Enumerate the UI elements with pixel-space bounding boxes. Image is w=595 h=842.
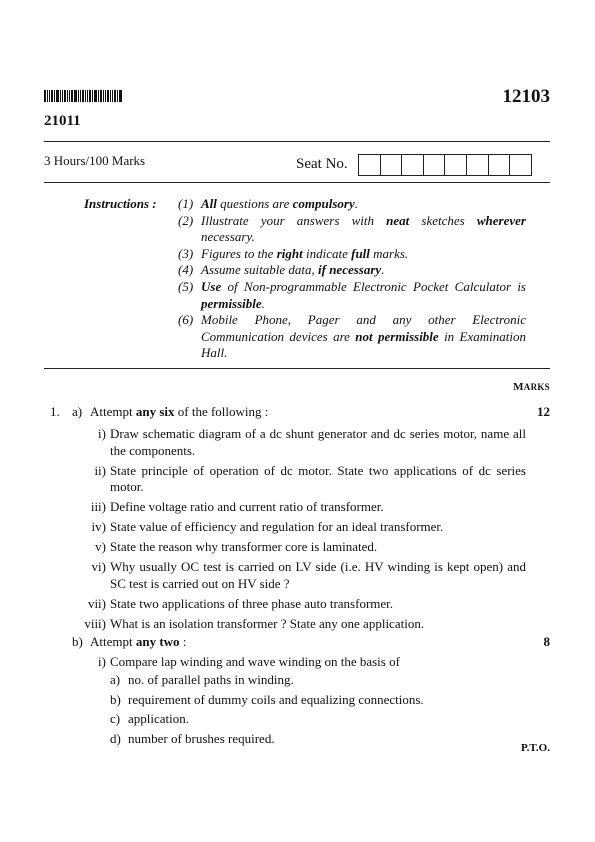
instruction-text: Mobile Phone, Pager and any other Electronic Communication devices are not permissible in Examination Hall.	[201, 312, 526, 361]
seat-number-box[interactable]	[423, 154, 446, 176]
q1a-item	[80, 519, 526, 536]
question-number: 1.	[50, 404, 60, 419]
instruction-text: Figures to the right indicate full marks.	[201, 245, 409, 261]
q1a-item	[80, 616, 526, 633]
instruction-item	[178, 262, 526, 279]
q1b-subitem	[110, 692, 530, 709]
q1b-label: b)	[72, 634, 83, 649]
q1a-pre: Attempt	[90, 404, 136, 419]
instructions-list	[178, 196, 526, 362]
q1a-item-numeral: viii)	[84, 615, 106, 631]
instruction-number: (4)	[178, 262, 194, 278]
q1a-item	[80, 596, 526, 613]
q1a-marks: 12	[537, 404, 550, 419]
q1b-subitem-letter: a)	[110, 672, 121, 687]
barcode-bar	[54, 90, 55, 102]
instruction-number: (6)	[178, 312, 194, 328]
q1a-item-text: State two applications of three phase auto transformer.	[110, 595, 394, 611]
barcode-bar	[69, 90, 70, 102]
q1a-item-text: Define voltage ratio and current ratio of transformer.	[110, 499, 384, 514]
q1b-subitem-letter: b)	[110, 691, 121, 707]
seat-number-box[interactable]	[380, 154, 403, 176]
barcode-bar	[92, 90, 93, 102]
q1a-label: a)	[72, 404, 83, 419]
barcode-bar	[78, 90, 79, 102]
pto-note: P.T.O.	[520, 742, 550, 754]
q1a-item-numeral: ii)	[94, 462, 106, 478]
instruction-item	[178, 196, 526, 213]
barcode-bar	[87, 90, 88, 102]
barcode-bar	[112, 90, 113, 102]
q1a-item	[80, 426, 526, 459]
q1b-item-i-numeral: i)	[98, 654, 106, 669]
barcode-bar	[89, 90, 91, 102]
q1a-item	[80, 539, 526, 556]
barcode-bar	[119, 90, 122, 102]
q1b-subitem-text: number of brushes required.	[128, 730, 275, 746]
seat-number-box[interactable]	[509, 154, 532, 176]
q1a-item	[80, 559, 526, 592]
q1a-item	[80, 463, 526, 496]
barcode-bar	[44, 90, 46, 102]
marks-heading-rest: ARKS	[523, 382, 550, 392]
q1b-subitem-letter: d)	[110, 730, 121, 746]
q1b-subitem-text: no. of parallel paths in winding.	[128, 672, 294, 687]
seat-number-box[interactable]	[488, 154, 511, 176]
barcode-bar	[49, 90, 50, 102]
q1a-item-numeral: i)	[98, 426, 106, 441]
barcode-bar	[107, 90, 109, 102]
instruction-number: (1)	[178, 196, 194, 211]
instruction-item	[178, 246, 526, 263]
instruction-number: (3)	[178, 245, 194, 261]
barcode-bar	[114, 90, 116, 102]
q1a-item-numeral: iv)	[91, 519, 106, 534]
q1a-item-text: State value of efficiency and regulation for an ideal transformer.	[110, 519, 444, 534]
barcode-bar	[67, 90, 68, 102]
barcode-bar	[80, 90, 81, 102]
barcode-bar	[117, 90, 118, 102]
q1b-subitem-text: requirement of dummy coils and equalizing connections.	[128, 691, 424, 707]
q1b-bold: any two	[135, 634, 180, 649]
instructions-divider	[44, 368, 550, 369]
q1a-instruction	[90, 404, 268, 420]
barcode-bar	[98, 90, 99, 102]
q1a-items	[80, 426, 526, 632]
q1a-item-numeral: vii)	[87, 595, 106, 611]
top-divider	[44, 141, 550, 142]
q1b-subitem-text: application.	[128, 711, 190, 726]
instruction-item	[178, 213, 526, 246]
barcode-bar	[82, 90, 84, 102]
q1b-subitem-letter: c)	[110, 711, 121, 726]
barcode-bar	[62, 90, 63, 102]
q1b-subitem	[110, 672, 530, 689]
q1a-item	[80, 499, 526, 516]
instruction-text: Illustrate your answers with neat sketches wherever necessary.	[201, 212, 526, 245]
q1b-subitems	[110, 672, 530, 747]
q1b-pre: Attempt	[90, 634, 136, 649]
header-bottom-divider	[44, 182, 550, 183]
barcode-bar	[94, 90, 97, 102]
seat-number-box[interactable]	[466, 154, 489, 176]
barcode-bar	[56, 90, 59, 102]
seat-number-box[interactable]	[401, 154, 424, 176]
marks-heading: MARKS	[513, 381, 550, 393]
q1a-item-text: Why usually OC test is carried on LV side (i.e. HV winding is kept open) and SC test is carried out on HV side ?	[110, 559, 526, 591]
q1a-item-text: State the reason why transformer core is laminated.	[110, 539, 378, 554]
barcode-bar	[74, 90, 77, 102]
q1a-item-text: State principle of operation of dc motor. State two applications of dc series motor.	[110, 462, 526, 494]
instructions-label: Instructions :	[84, 196, 157, 211]
q1b-marks: 8	[543, 634, 550, 649]
instruction-number: (5)	[178, 278, 194, 294]
q1a-item-text: What is an isolation transformer ? State any one application.	[110, 615, 425, 631]
barcode-bar	[105, 90, 106, 102]
q1a-post: of the following :	[174, 404, 269, 419]
instruction-text: Assume suitable data, if necessary.	[201, 262, 385, 278]
paper-code: 12103	[502, 86, 550, 107]
instruction-item	[178, 279, 526, 312]
barcode-bar	[64, 90, 66, 102]
seat-number-label: Seat No.	[296, 156, 348, 172]
barcode-bar	[47, 90, 48, 102]
barcode-bar	[71, 90, 73, 102]
barcode-bar	[100, 90, 102, 102]
q1a-item-numeral: v)	[95, 539, 106, 554]
barcode	[44, 90, 126, 102]
instruction-number: (2)	[178, 212, 194, 228]
q1b-subitem	[110, 731, 530, 748]
barcode-bar	[60, 90, 61, 102]
q1b-item-i-text: Compare lap winding and wave winding on the basis of	[110, 654, 400, 669]
instruction-item	[178, 312, 526, 362]
barcode-bar	[110, 90, 111, 102]
q1a-item-text: Draw schematic diagram of a dc shunt generator and dc series motor, name all the components.	[110, 426, 526, 458]
q1a-bold: any six	[135, 404, 175, 419]
q1a-item-numeral: vi)	[91, 559, 106, 574]
seat-number-box[interactable]	[444, 154, 467, 176]
duration-marks: 3 Hours/100 Marks	[44, 153, 146, 168]
q1b-item-i	[80, 654, 526, 671]
seat-number-box[interactable]	[358, 154, 381, 176]
subject-code: 21011	[44, 113, 81, 129]
instruction-text: Use of Non-programmable Electronic Pocket Calculator is permissible.	[201, 278, 526, 311]
q1b-post: :	[179, 634, 187, 649]
q1b-subitem	[110, 711, 530, 728]
instruction-text: All questions are compulsory.	[201, 196, 358, 211]
seat-number-boxes[interactable]	[359, 154, 532, 176]
q1a-item-numeral: iii)	[90, 499, 106, 514]
barcode-bar	[51, 90, 53, 102]
barcode-bar	[85, 90, 86, 102]
q1b-instruction	[90, 634, 186, 650]
barcode-bar	[103, 90, 104, 102]
